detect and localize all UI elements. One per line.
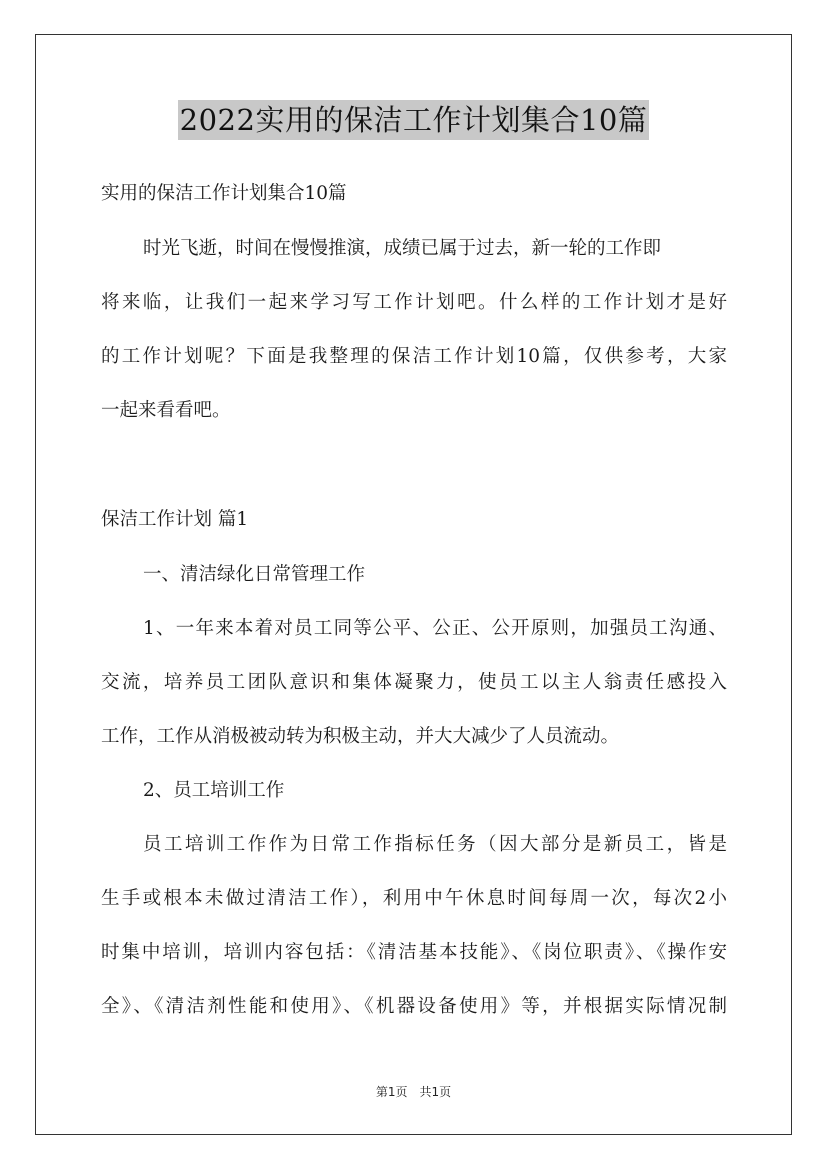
intro-paragraph-line: 一起来看看吧。 <box>101 400 231 421</box>
item-paragraph-line: 员工培训工作作为日常工作指标任务（因大部分是新员工，皆是 <box>143 834 727 855</box>
item-paragraph-line: 全》、《清洁剂性能和使用》、《机器设备使用》等，并根据实际情况制 <box>101 996 727 1017</box>
item-paragraph-line: 1、一年来本着对员工同等公平、公正、公开原则，加强员工沟通、 <box>143 618 727 639</box>
item-paragraph-line: 工作，工作从消极被动转为积极主动，并大大减少了人员流动。 <box>101 726 620 747</box>
section-heading: 保洁工作计划 篇1 <box>101 509 249 530</box>
item-heading: 2、员工培训工作 <box>143 780 285 801</box>
title-container <box>0 100 827 140</box>
item-paragraph-line: 生手或根本未做过清洁工作），利用中午休息时间每周一次，每次2小 <box>101 888 727 909</box>
subheading: 一、清洁绿化日常管理工作 <box>143 564 366 585</box>
item-paragraph-line: 时集中培训，培训内容包括：《清洁基本技能》、《岗位职责》、《操作安 <box>101 942 727 963</box>
intro-paragraph-line: 的工作计划呢？下面是我整理的保洁工作计划10篇，仅供参考，大家 <box>101 346 727 367</box>
intro-paragraph-line: 时光飞逝，时间在慢慢推演，成绩已属于过去，新一轮的工作即 <box>143 238 662 259</box>
page-number-footer: 第1页 共1页 <box>375 1085 452 1099</box>
item-paragraph-line: 交流，培养员工团队意识和集体凝聚力，使员工以主人翁责任感投入 <box>101 672 727 693</box>
intro-paragraph-line: 将来临，让我们一起来学习写工作计划吧。什么样的工作计划才是好 <box>101 292 727 313</box>
document-title: 2022实用的保洁工作计划集合10篇 <box>178 100 650 140</box>
document-subtitle: 实用的保洁工作计划集合10篇 <box>101 183 347 204</box>
